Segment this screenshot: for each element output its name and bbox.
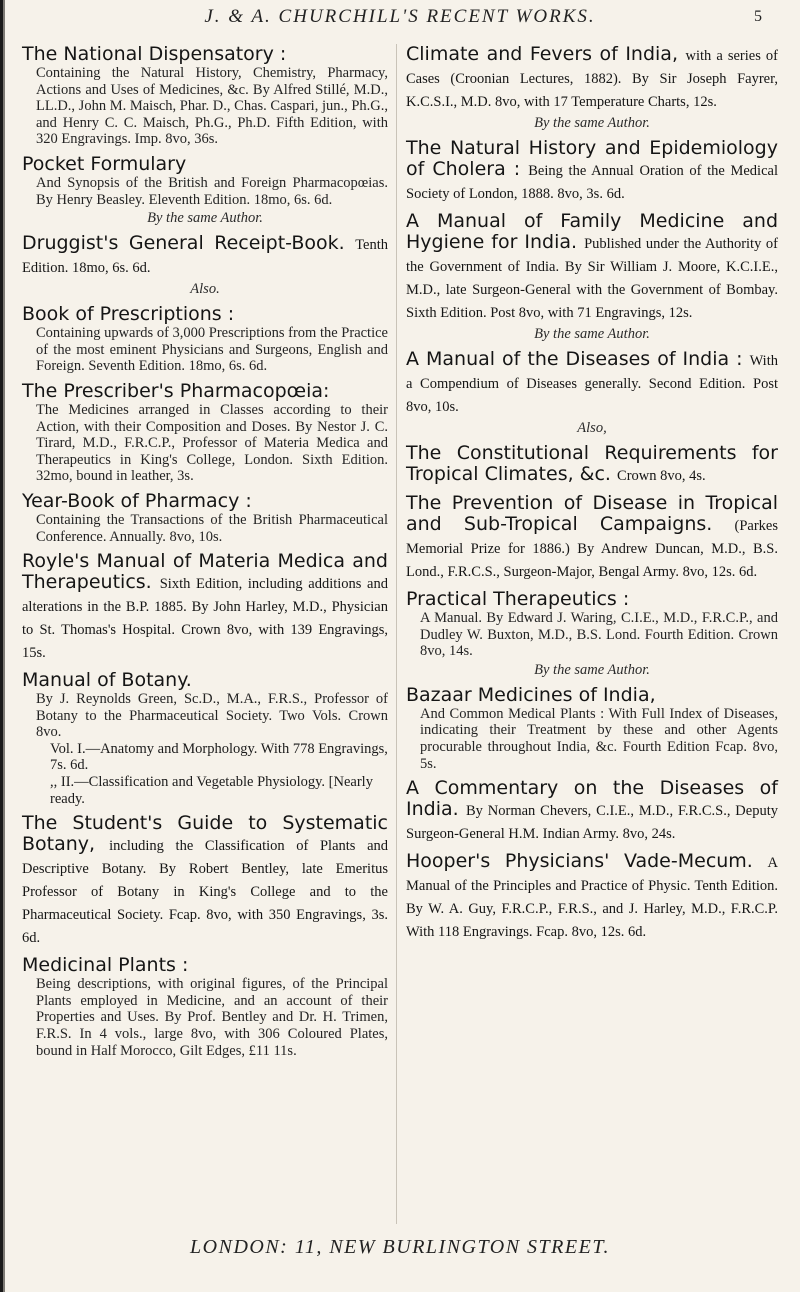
author-note: Also. — [190, 281, 220, 298]
book-title-text: A Manual of the Diseases of India : — [406, 348, 743, 370]
book-title-continuation: A Manual of the Principles and Practice of Physic. Tenth Edition. By W. A. Guy, F.R.C.P., F.R.S., and J. Harley, M.D., F.R.C.P. With 118 Engravings. Fcap. 8vo, 12s. 6d. — [406, 855, 778, 941]
book-entry — [22, 381, 388, 485]
book-title-text: The Prescriber's Pharmacopœia: — [22, 379, 330, 402]
book-description: And Synopsis of the British and Foreign Pharmacopœias. By Henry Beasley. Eleventh Edition. 18mo, 6s. 6d. — [36, 174, 388, 208]
book-description: Containing the Natural History, Chemistry, Pharmacy, Actions and Uses of Medicines, &c. By Alfred Stillé, M.D., LL.D., John M. Maisch, Phar. D., Chas. Caspari, jun., Ph.G., and Henry C. C. Maisch, Ph.G., Ph.D. Fifth Edition, with 320 Engravings. Imp. 8vo, 36s. — [36, 65, 389, 148]
book-title-continuation: including the Classification of Plants and Descriptive Botany. By Robert Bentley, late Emeritus Professor of Botany in King's College and to the Pharmaceutical Society. Fcap. 8vo, with 350 Engravings, 3s. 6d. — [22, 838, 389, 947]
author-note: By the same Author. — [147, 210, 263, 227]
left-column — [22, 44, 388, 1065]
book-title — [22, 233, 388, 279]
book-title — [406, 138, 778, 205]
running-header — [0, 6, 800, 36]
book-entry — [22, 551, 388, 664]
volume-line: Vol. I.—Anatomy and Morphology. With 778 Engravings, 7s. 6d. — [50, 740, 388, 774]
book-description: A Manual. By Edward J. Waring, C.I.E., M.D., F.R.C.P., and Dudley W. Buxton, M.D., B.S. Lond. Fourth Edition. Crown 8vo, 14s. — [420, 610, 778, 660]
page-binding-edge — [0, 0, 10, 1292]
book-entry — [406, 589, 778, 679]
author-note: By the same Author. — [534, 326, 650, 342]
book-entry — [406, 851, 778, 943]
book-title-continuation: Tenth Edition. 18mo, 6s. 6d. — [22, 237, 388, 277]
book-title — [406, 349, 778, 418]
book-description: Containing the Transactions of the British Pharmaceutical Conference. Annually. 8vo, 10s. — [36, 511, 388, 545]
book-title-text: Druggist's General Receipt-Book. — [22, 232, 345, 255]
header-title: J. & A. CHURCHILL'S RECENT WORKS. — [204, 6, 596, 27]
book-title-text: A Manual of Family Medicine and Hygiene for India. — [406, 210, 778, 253]
book-entry — [22, 813, 388, 949]
book-description: Being descriptions, with original figures, of the Principal Plants employed in Medicine, and an account of their Properties and Uses. By Prof. Bentley and Dr. H. Trimen, F.R.S. In 4 vols., large 8vo, with 306 Coloured Plates, bound in Half Morocco, Gilt Edges, £11 11s. — [36, 976, 388, 1059]
book-title-text: The Student's Guide to Systematic Botany, — [22, 812, 388, 856]
book-entry — [406, 211, 778, 343]
book-title — [406, 851, 778, 943]
book-description: And Common Medical Plants : With Full Index of Diseases, indicating their Treatment by these and other Agents procurable throughout India, &c. Fourth Edition Fcap. 8vo, 5s. — [420, 705, 778, 772]
book-title-continuation: By Norman Chevers, C.I.E., M.D., F.R.C.S., Deputy Surgeon-General H.M. Indian Army. 8vo, 24s. — [406, 803, 778, 843]
book-title — [22, 670, 388, 691]
book-title — [22, 304, 388, 325]
book-description: The Medicines arranged in Classes according to their Action, with their Composition and Doses. By Nestor J. C. Tirard, M.D., F.R.C.P., Professor of Materia Medica and Therapeutics in King's College, London. Sixth Edition. 32mo, bound in leather, 3s. — [36, 401, 388, 485]
book-description: By J. Reynolds Green, Sc.D., M.A., F.R.S., Professor of Botany to the Pharmaceutical Society. Two Vols. Crown 8vo. — [36, 691, 388, 741]
book-title — [22, 551, 388, 664]
book-title — [406, 493, 778, 583]
book-title — [406, 211, 778, 324]
book-title-continuation: (Parkes Memorial Prize for 1886.) By Andrew Duncan, M.D., B.S. Lond., F.R.C.S., Surgeon-Major, Bengal Army. 8vo, 12s. 6d. — [406, 518, 778, 580]
book-title-text: Manual of Botany. — [22, 669, 192, 692]
book-title-text: Climate and Fevers of India, — [406, 43, 678, 65]
author-note: By the same Author. — [534, 115, 650, 131]
book-title — [406, 443, 778, 487]
book-title-continuation: with a series of Cases (Croonian Lectures, 1882). By Sir Joseph Fayrer, K.C.S.I., M.D. 8vo, with 17 Temperature Charts, 12s. — [406, 48, 778, 110]
book-title-continuation: Crown 8vo, 4s. — [617, 468, 706, 484]
book-title-text: The Constitutional Requirements for Tropical Climates, &c. — [406, 442, 778, 485]
book-title-text: Royle's Manual of Materia Medica and Therapeutics. — [22, 550, 388, 594]
book-title — [406, 778, 778, 845]
book-entry — [22, 491, 388, 545]
book-entry — [406, 778, 778, 845]
book-title — [22, 491, 388, 512]
book-title — [22, 381, 388, 402]
book-entry — [22, 233, 388, 298]
right-column — [406, 44, 778, 949]
book-title-continuation: With a Compendium of Diseases generally. Second Edition. Post 8vo, 10s. — [406, 353, 778, 415]
book-title-text: The National Dispensatory : — [22, 43, 287, 65]
book-entry — [22, 154, 388, 227]
book-title-continuation: Being the Annual Oration of the Medical Society of London, 1888. 8vo, 3s. 6d. — [406, 163, 778, 202]
book-title-text: The Prevention of Disease in Tropical and Sub-Tropical Campaigns. — [406, 492, 778, 535]
author-note: By the same Author. — [534, 661, 650, 678]
column-divider — [396, 44, 397, 1224]
book-entry — [406, 493, 778, 583]
book-title-text: Medicinal Plants : — [22, 954, 189, 977]
book-entry — [22, 670, 388, 807]
book-entry — [22, 304, 388, 375]
volume-line: ,, II.—Classification and Vegetable Physiology. [Nearly ready. — [50, 774, 373, 807]
book-title — [406, 685, 778, 706]
book-title-continuation: Published under the Authority of the Government of India. By Sir William J. Moore, K.C.I.E., M.D., late Surgeon-General with the Government of Bombay. Sixth Edition. Post 8vo, with 71 Engravings, 12s. — [406, 236, 778, 321]
book-title-text: A Commentary on the Diseases of India. — [406, 777, 778, 821]
book-title-text: Bazaar Medicines of India, — [406, 683, 656, 706]
book-entry — [406, 685, 778, 772]
book-description: Containing upwards of 3,000 Prescriptions from the Practice of the most eminent Physicians and Surgeons, English and Foreign. Seventh Edition. 18mo, 6s. 6d. — [36, 325, 388, 375]
book-entry — [406, 349, 778, 437]
book-entry — [22, 955, 388, 1059]
book-title-text: Practical Therapeutics : — [406, 588, 630, 610]
book-title — [22, 44, 388, 65]
book-title-continuation: Sixth Edition, including additions and alterations in the B.P. 1885. By John Harley, M.D., Physician to St. Thomas's Hospital. Crown 8vo, with 139 Engravings, 15s. — [22, 576, 388, 662]
book-entry — [22, 44, 388, 148]
book-title-text: Book of Prescriptions : — [22, 303, 235, 326]
book-title — [22, 154, 388, 175]
book-title-text: Year-Book of Pharmacy : — [22, 489, 252, 512]
book-title — [406, 44, 778, 113]
book-title — [22, 813, 388, 949]
book-entry — [406, 138, 778, 205]
publisher-address: LONDON: 11, NEW BURLINGTON STREET. — [190, 1236, 610, 1258]
book-title-text: Pocket Formulary — [22, 152, 187, 175]
author-note: Also, — [577, 420, 607, 436]
book-title — [22, 955, 388, 976]
book-entry — [406, 44, 778, 132]
book-title — [406, 589, 778, 610]
page-number: 5 — [754, 8, 764, 25]
book-title-text: The Natural History and Epidemiology of Cholera : — [406, 137, 778, 180]
book-entry — [406, 443, 778, 487]
book-title-text: Hooper's Physicians' Vade-Mecum. — [406, 850, 753, 873]
